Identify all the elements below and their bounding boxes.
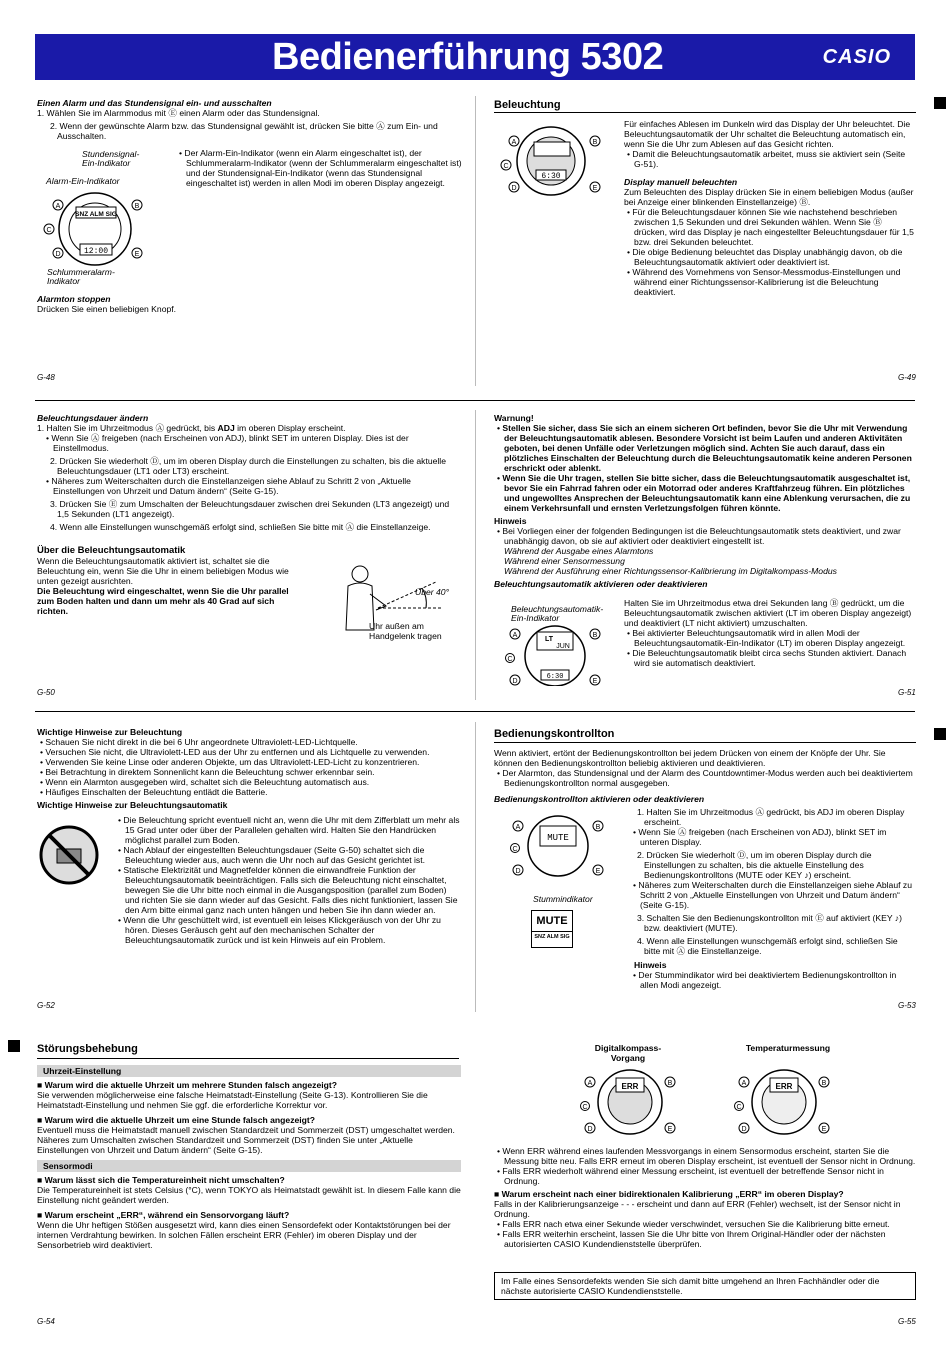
- note-bullet: • Der Alarm-Ein-Indikator (wenn ein Alarm eingeschaltet ist), der Schlummeralarm-Indikator (wenn der Schlummeralarm eingeschaltet ist) und der Stundensignal-Ein-Indikator (wenn das Stundensignal eingeschaltet ist) werden in allen Modi im oberen Display angezeigt.: [179, 148, 462, 188]
- casio-logo: CASIO: [822, 46, 891, 68]
- bullet: • Der Alarmton, das Stundensignal und der Alarm des Countdowntimer-Modus werden auch bei deaktiviertem Bedienungskontrollton normal ausgegeben.: [497, 768, 913, 788]
- step: 2. Wenn der gewünschte Alarm bzw. das Stundensignal gewählt ist, drücken Sie bitte Ⓐ zum Ein- und Ausschalten.: [50, 121, 438, 141]
- svg-text:D: D: [741, 1126, 747, 1133]
- step: 1. Wählen Sie im Alarmmodus mit Ⓔ einen Alarm oder das Stundensignal.: [37, 108, 320, 118]
- svg-text:C: C: [736, 1104, 742, 1111]
- question: ■ Warum wird die aktuelle Uhrzeit um eine Stunde falsch angezeigt?: [37, 1115, 316, 1125]
- step: 4. Wenn alle Einstellungen wunschgemäß erfolgt sind, schließen Sie bitte mit Ⓐ die Einstellanzeige.: [637, 936, 898, 956]
- svg-text:C: C: [507, 656, 513, 663]
- bullet: • Während des Vornehmens von Sensor-Messmodus-Einstellungen und während einer Richtungssensor-Kalibrierung ist die Beleuchtung deaktiviert.: [627, 267, 901, 297]
- body-text: Wenn die Beleuchtungsautomatik aktiviert ist, schaltet sie die Beleuchtung ein, wenn Sie die Uhr in einem beliebigen Modus wie unten gezeigt ausrichten.: [37, 556, 289, 586]
- page-g54: [37, 1065, 462, 1250]
- step: 2. Drücken Sie wiederholt Ⓓ, um im oberen Display durch die Einstellungen zu schalten, bis die aktuelle Einstellung des Bedienungskontrolltons (MUTE oder KEY ♪) erscheint.: [637, 850, 872, 880]
- page-g52: [37, 727, 462, 810]
- page-number: G-52: [37, 1001, 55, 1010]
- body-text: Für einfaches Ablesen im Dunkeln wird das Display der Uhr beleuchtet. Die Beleuchtungsautomatik der Uhr schaltet die Beleuchtung automatisch ein, wenn Sie die Uhr zum Ablesen auf das Gesicht richten.: [624, 119, 911, 149]
- section-heading: Wichtige Hinweise zur Beleuchtung: [37, 727, 183, 737]
- bullet: • Näheres zum Weiterschalten durch die Einstellanzeigen siehe Ablauf zu Schritt 2 von „Aktuelle Einstellungen von Uhrzeit und Datum ändern“ (Seite G-15).: [46, 476, 411, 496]
- category-heading: Sensormodi: [37, 1160, 461, 1172]
- category-heading: Uhrzeit-Einstellung: [37, 1065, 461, 1077]
- bullet: • Die obige Bedienung beleuchtet das Display unabhängig davon, ob die Beleuchtungsautomatik aktiviert oder deaktiviert ist.: [627, 247, 903, 267]
- bullet: • Nach Ablauf der eingestellten Beleuchtungsdauer (Seite G-50) schaltet sich die Beleuchtung wieder aus, auch wenn die Uhr noch auf das Gesicht gerichtet ist.: [118, 845, 426, 865]
- step: 1. Halten Sie im Uhrzeitmodus Ⓐ gedrückt, bis ADJ im oberen Display erscheint.: [37, 423, 346, 433]
- svg-text:12:00: 12:00: [83, 247, 109, 256]
- bullet: • Näheres zum Weiterschalten durch die Einstellanzeigen siehe Ablauf zu Schritt 2 von „Aktuelle Einstellungen von Uhrzeit und Datum ändern“ (Seite G-15).: [633, 880, 912, 910]
- bullet: • Häufiges Einschalten der Beleuchtung entlädt die Batterie.: [40, 787, 268, 797]
- label-auto-indicator: Beleuchtungsautomatik-Ein-Indikator: [511, 604, 604, 623]
- tab-marker: [934, 97, 946, 109]
- auto-light-notes: [115, 815, 460, 945]
- page-number: G-50: [37, 688, 55, 697]
- svg-text:B: B: [595, 824, 601, 831]
- svg-text:LT: LT: [544, 636, 554, 643]
- bullet: • Statische Elektrizität und Magnetfelder können die einwandfreie Funktion der Beleuchtungsautomatik beeinträchtigen. Falls sich die Beleuchtung nicht einschaltet, bewegen Sie die Uhr bitte noch einmal in die Ausgangsposition (parallel zum Boden) und richten Sie sie dann wieder auf das Gesicht. Falls dies nicht funktioniert, lassen Sie den Arm bitte einmal ganz nach unten hängen und heben Sie ihn dann wieder an.: [118, 865, 458, 915]
- svg-text:A: A: [587, 1080, 593, 1087]
- watch-temperature: [734, 1066, 834, 1138]
- page-number: G-54: [37, 1317, 55, 1326]
- svg-text:JUN: JUN: [556, 643, 570, 650]
- svg-text:E: E: [595, 868, 601, 875]
- watch-illustration: [496, 120, 606, 202]
- header-bar: [35, 34, 915, 80]
- svg-text:D: D: [515, 868, 521, 875]
- svg-text:6:30: 6:30: [541, 172, 561, 181]
- answer: Falls in der Kalibrierungsanzeige - - - erscheint und dann auf ERR (Fehler) wechselt, ist der Sensor nicht in Ordnung.: [494, 1199, 901, 1219]
- bullet: • Wenn die Uhr geschüttelt wird, ist eventuell ein leises Klickgeräusch von der Uhr zu hören. Dieses Geräusch geht auf den mechanischen Schalter der Beleuchtungsautomatik zurück und ist kein Hinweis auf ein Problem.: [118, 915, 441, 945]
- svg-text:A: A: [55, 203, 61, 210]
- question: ■ Warum erscheint „ERR“, während ein Sensorvorgang läuft?: [37, 1210, 290, 1220]
- subheading: Bedienungskontrollton aktivieren oder deaktivieren: [494, 794, 705, 804]
- answer: Eventuell muss die Heimatstadt manuell zwischen Standardzeit und Sommerzeit (DST) umgeschaltet werden. Näheres zum Umschalten zwischen Standardzeit und Sommerzeit (DST) finden Sie unter „Aktuelle Einstellungen von Uhrzeit und Datum ändern“ (Seite G-15).: [37, 1125, 455, 1155]
- subheading: Beleuchtungsautomatik aktivieren oder deaktivieren: [494, 579, 708, 589]
- svg-text:MUTE: MUTE: [547, 833, 569, 843]
- svg-text:C: C: [503, 163, 509, 170]
- watch-illustration: [505, 620, 605, 686]
- warning-bullet: • Stellen Sie sicher, dass Sie sich an einem sicheren Ort befinden, bevor Sie die Uhr mit Verwendung der Beleuchtungsautomatik ablesen. Besondere Vorsicht ist beim Laufen und anderen Aktivitäten geboten, bei denen Unfälle oder Verletzungen möglich sind. Achten Sie auch darauf, dass ein plötzliches Einschalten der Beleuchtung durch die Beleuchtungsautomatik keine anderen Personen erschrickt oder ablenkt.: [497, 423, 912, 473]
- svg-text:C: C: [582, 1104, 588, 1111]
- condition: Während der Ausführung einer Richtungssensor-Kalibrierung im Digitalkompass-Modus: [504, 566, 837, 576]
- bullet: • Falls ERR wiederholt während einer Messung erscheint, ist eventuell der betreffende Sensor nicht in Ordnung.: [497, 1166, 884, 1186]
- body-text: Halten Sie im Uhrzeitmodus etwa drei Sekunden lang Ⓑ gedrückt, um die Beleuchtungsautomatik zwischen aktiviert (LT im oberen Display angezeigt) und deaktiviert (LT nicht aktiviert) umzuschalten.: [624, 598, 912, 628]
- bullet: • Damit die Beleuchtungsautomatik arbeitet, muss sie aktiviert sein (Seite G-51).: [627, 149, 906, 169]
- label-hourly-indicator: Stundensignal-Ein-Indikator: [82, 149, 140, 168]
- svg-text:E: E: [134, 251, 140, 258]
- answer: Sie verwenden möglicherweise eine falsche Heimatstadt-Einstellung (Seite G-13). Kontrollieren Sie die Heimatstadt-Einstellung und nehmen Sie ggf. die erforderliche Korrektur vor.: [37, 1090, 428, 1110]
- step: 2. Drücken Sie wiederholt Ⓓ, um im oberen Display durch die Einstellungen zu schalten, bis die aktuelle Beleuchtungsdauer (LT1 oder LT3) erscheint.: [50, 456, 446, 476]
- mute-indicator-box: MUTE SNZ ALM SIG: [531, 910, 573, 948]
- body-text: Zum Beleuchten des Display drücken Sie in einem beliebigen Modus (außer bei Anzeige einer blinkenden Einstellanzeige) Ⓑ.: [624, 187, 914, 207]
- svg-text:E: E: [592, 185, 598, 192]
- label-alarm-indicator: Alarm-Ein-Indikator: [46, 176, 120, 186]
- subheading: Display manuell beleuchten: [624, 177, 738, 187]
- bullet: • Falls ERR weiterhin erscheint, lassen Sie die Uhr bitte von Ihrem Original-Händler oder der nächsten autorisierten CASIO Kundendienststelle überprüfen.: [497, 1229, 886, 1249]
- bullet: • Der Stummindikator wird bei deaktiviertem Bedienungskontrollton in allen Modi angezeigt.: [633, 970, 897, 990]
- svg-text:A: A: [512, 632, 518, 639]
- bullet: • Für die Beleuchtungsdauer können Sie wie nachstehend beschrieben zwischen 1,5 Sekunden und drei Sekunden wählen. Wenn Sie Ⓑ drücken, wird das Display je nach eingestellter Beleuchtungsdauer für 1,5 bzw. drei Sekunden beleuchtet.: [627, 207, 914, 247]
- section-heading: Einen Alarm und das Stundensignal ein- und ausschalten: [37, 98, 272, 108]
- page-g51: [494, 413, 914, 589]
- section-heading: Beleuchtungsdauer ändern: [37, 413, 149, 423]
- section-heading: Störungsbehebung: [37, 1043, 138, 1055]
- body-text-bold: Die Beleuchtung wird eingeschaltet, wenn Sie die Uhr parallel zum Boden halten und dann um mehr als 40 Grad auf sich richten.: [37, 586, 289, 616]
- tab-marker: [8, 1040, 20, 1052]
- section-heading: Bedienungskontrollton: [494, 728, 615, 740]
- svg-text:A: A: [515, 824, 521, 831]
- svg-text:E: E: [821, 1126, 827, 1133]
- svg-text:A: A: [511, 139, 517, 146]
- svg-text:E: E: [592, 678, 598, 685]
- page-g48: [37, 98, 457, 141]
- svg-text:B: B: [134, 203, 140, 210]
- lcd-top: SNZ ALM SIG: [75, 211, 117, 218]
- warning-bullet: • Wenn Sie die Uhr tragen, stellen Sie bitte sicher, dass die Beleuchtungsautomatik ausgeschaltet ist, bevor Sie ein Fahrrad fahren oder ein Motorrad oder anderes Kraftfahrzeug führen. Ein plötzliches und ungewolltes Ansprechen der Beleuchtungsautomatik kann eine Ablenkung verursachen, die zu einem Verkehrsunfall und ernsten Verletzungsfolgen führen könnte.: [497, 473, 911, 513]
- svg-text:B: B: [592, 632, 598, 639]
- page-g55: [494, 1146, 916, 1249]
- page-number: G-51: [898, 688, 916, 697]
- step: 3. Drücken Sie Ⓔ zum Umschalten der Beleuchtungsdauer zwischen drei Sekunden (LT3 angezeigt) und 1,5 Sekunden (LT1 angezeigt).: [50, 499, 450, 519]
- auto-light-toggle: [624, 598, 916, 668]
- angle-label: Über 40°: [415, 587, 450, 597]
- page-g53: [494, 748, 914, 804]
- page-g50: [37, 413, 457, 532]
- condition: Während einer Sensormessung: [504, 556, 625, 566]
- bullet: • Die Beleuchtung spricht eventuell nicht an, wenn die Uhr mit dem Zifferblatt um mehr als 15 Grad unter oder über der Parallelen gehalten wird. Halten Sie den Handrücken möglichst parallel zum Boden.: [118, 815, 460, 845]
- page-number: G-48: [37, 373, 55, 382]
- section-heading: Beleuchtung: [494, 99, 561, 111]
- watch-compass: [580, 1066, 680, 1138]
- subheading: Über die Beleuchtungsautomatik: [37, 545, 186, 556]
- watch-illustration: [40, 186, 150, 272]
- bullet: • Bei Betrachtung in direktem Sonnenlicht kann die Beleuchtung schwer erkennbar sein.: [40, 767, 375, 777]
- subheading: Alarmton stoppen: [37, 294, 111, 304]
- wrist-label: Uhr außen am Handgelenk tragen: [369, 621, 442, 641]
- body-text: Drücken Sie einen beliebigen Knopf.: [37, 304, 177, 314]
- alarm-stop: [37, 294, 337, 314]
- caption-compass: Digitalkompass-Vorgang: [594, 1043, 662, 1063]
- body-text: Wenn aktiviert, ertönt der Bedienungskontrollton bei jedem Drücken von einem der Knöpfe der Uhr. Sie können den Bedienungskontrollton beliebig aktivieren und deaktivieren.: [494, 748, 886, 768]
- label-snooze-indicator: Schlummeralarm-Indikator: [47, 267, 115, 286]
- bullet: • Bei aktivierter Beleuchtungsautomatik wird in allen Modi der Beleuchtungsautomatik-Ein-Indikator (LT) im oberen Display angezeigt.: [627, 628, 906, 648]
- page-g49: [624, 119, 916, 297]
- svg-text:D: D: [512, 678, 518, 685]
- bullet: • Wenn Sie Ⓐ freigeben (nach Erscheinen von ADJ), blinkt SET im unteren Display.: [633, 827, 887, 847]
- page-number: G-55: [898, 1317, 916, 1326]
- svg-text:6:30: 6:30: [546, 673, 564, 681]
- bullet: • Wenn ERR während eines laufenden Messvorgangs in einem Sensormodus erscheint, starten Sie die Messung bitte neu. Falls ERR erneut im oberen Display erscheint, ist eventuell der Sensor nicht in Ordnung.: [497, 1146, 916, 1166]
- watch-illustration: [510, 812, 606, 880]
- question: ■ Warum wird die aktuelle Uhrzeit um mehrere Stunden falsch angezeigt?: [37, 1080, 337, 1090]
- tab-marker: [934, 728, 946, 740]
- bullet: • Schauen Sie nicht direkt in die bei 6 Uhr angeordnete Ultraviolett-LED-Lichtquelle.: [40, 737, 358, 747]
- page-number: G-53: [898, 1001, 916, 1010]
- answer: Wenn die Uhr heftigen Stößen ausgesetzt wird, kann dies einen Sensordefekt oder Kontaktstörungen bei der internen Verdrahtung bewirken. In solchen Fällen erscheint ERR (Fehler) im oberen Display und der Sensorbetrieb wird deaktiviert.: [37, 1220, 451, 1250]
- caption-temperature: Temperaturmessung: [745, 1043, 831, 1053]
- svg-text:D: D: [55, 251, 61, 258]
- bullet: • Falls ERR nach etwa einer Sekunde wieder verschwindet, versuchen Sie die Kalibrierung bitte erneut.: [497, 1219, 890, 1229]
- svg-text:D: D: [587, 1126, 593, 1133]
- question: ■ Warum lässt sich die Temperatureinheit nicht umschalten?: [37, 1175, 285, 1185]
- bullet: • Verwenden Sie keine Linse oder anderen Objekte, um das Ultraviolett-LED-Licht zu konzentrieren.: [40, 757, 420, 767]
- svg-text:C: C: [46, 227, 52, 234]
- svg-text:E: E: [667, 1126, 673, 1133]
- step: 3. Schalten Sie den Bedienungskontrollton mit Ⓔ auf aktiviert (KEY ♪) bzw. deaktiviert (MUTE).: [637, 913, 902, 933]
- svg-text:A: A: [741, 1080, 747, 1087]
- no-look-icon: [37, 823, 101, 887]
- svg-text:ERR: ERR: [621, 1082, 639, 1091]
- hint-heading: Hinweis: [494, 516, 527, 526]
- svg-text:B: B: [592, 139, 598, 146]
- bullet: • Versuchen Sie nicht, die Ultraviolett-LED aus der Uhr zu entfernen und als Lichtquelle zu verwenden.: [40, 747, 430, 757]
- bullet: • Wenn Sie Ⓐ freigeben (nach Erscheinen von ADJ), blinkt SET im unteren Display. Dies ist der Einstellmodus.: [46, 433, 409, 453]
- auto-light-section: [37, 545, 305, 616]
- step: 1. Halten Sie im Uhrzeitmodus Ⓐ gedrückt, bis ADJ im oberen Display erscheint.: [637, 807, 905, 827]
- label-mute-indicator: Stummindikator: [533, 894, 593, 904]
- page-number: G-49: [898, 373, 916, 382]
- answer: Die Temperatureinheit ist stets Celsius (°C), wenn TOKYO als Heimatstadt gewählt ist. In diesem Falle kann die Einstellung nicht geändert werden.: [37, 1185, 461, 1205]
- svg-text:D: D: [511, 185, 517, 192]
- svg-text:ERR: ERR: [775, 1082, 793, 1091]
- condition: Während der Ausgabe eines Alarmtons: [504, 546, 654, 556]
- hint-heading: Hinweis: [634, 960, 667, 970]
- question: ■ Warum erscheint nach einer bidirektionalen Kalibrierung „ERR“ im oberen Display?: [494, 1189, 844, 1199]
- svg-text:B: B: [667, 1080, 673, 1087]
- svg-text:B: B: [821, 1080, 827, 1087]
- document-title: Bedienerführung 5302: [272, 36, 664, 78]
- step: 4. Wenn alle Einstellungen wunschgemäß erfolgt sind, schließen Sie bitte mit Ⓐ die Einstellanzeige.: [50, 522, 431, 532]
- bullet: • Wenn ein Alarmton ausgegeben wird, schaltet sich die Beleuchtung automatisch aus.: [40, 777, 370, 787]
- mute-steps: [624, 807, 916, 990]
- notice-box: Im Falle eines Sensordefekts wenden Sie sich damit bitte umgehend an Ihren Fachhändler oder die nächste autorisierte CASIO Kundendienststelle.: [494, 1272, 916, 1300]
- svg-text:C: C: [512, 846, 518, 853]
- section-heading: Wichtige Hinweise zur Beleuchtungsautomatik: [37, 800, 228, 810]
- bullet: • Die Beleuchtungsautomatik bleibt circa sechs Stunden aktiviert. Danach wird sie automatisch deaktiviert.: [627, 648, 907, 668]
- warning-heading: Warnung!: [494, 413, 534, 423]
- bullet: • Bei Vorliegen einer der folgenden Bedingungen ist die Beleuchtungsautomatik stets deaktiviert, und zwar unabhängig davon, ob sie auf aktiviert oder deaktiviert eingestellt ist.: [497, 526, 901, 546]
